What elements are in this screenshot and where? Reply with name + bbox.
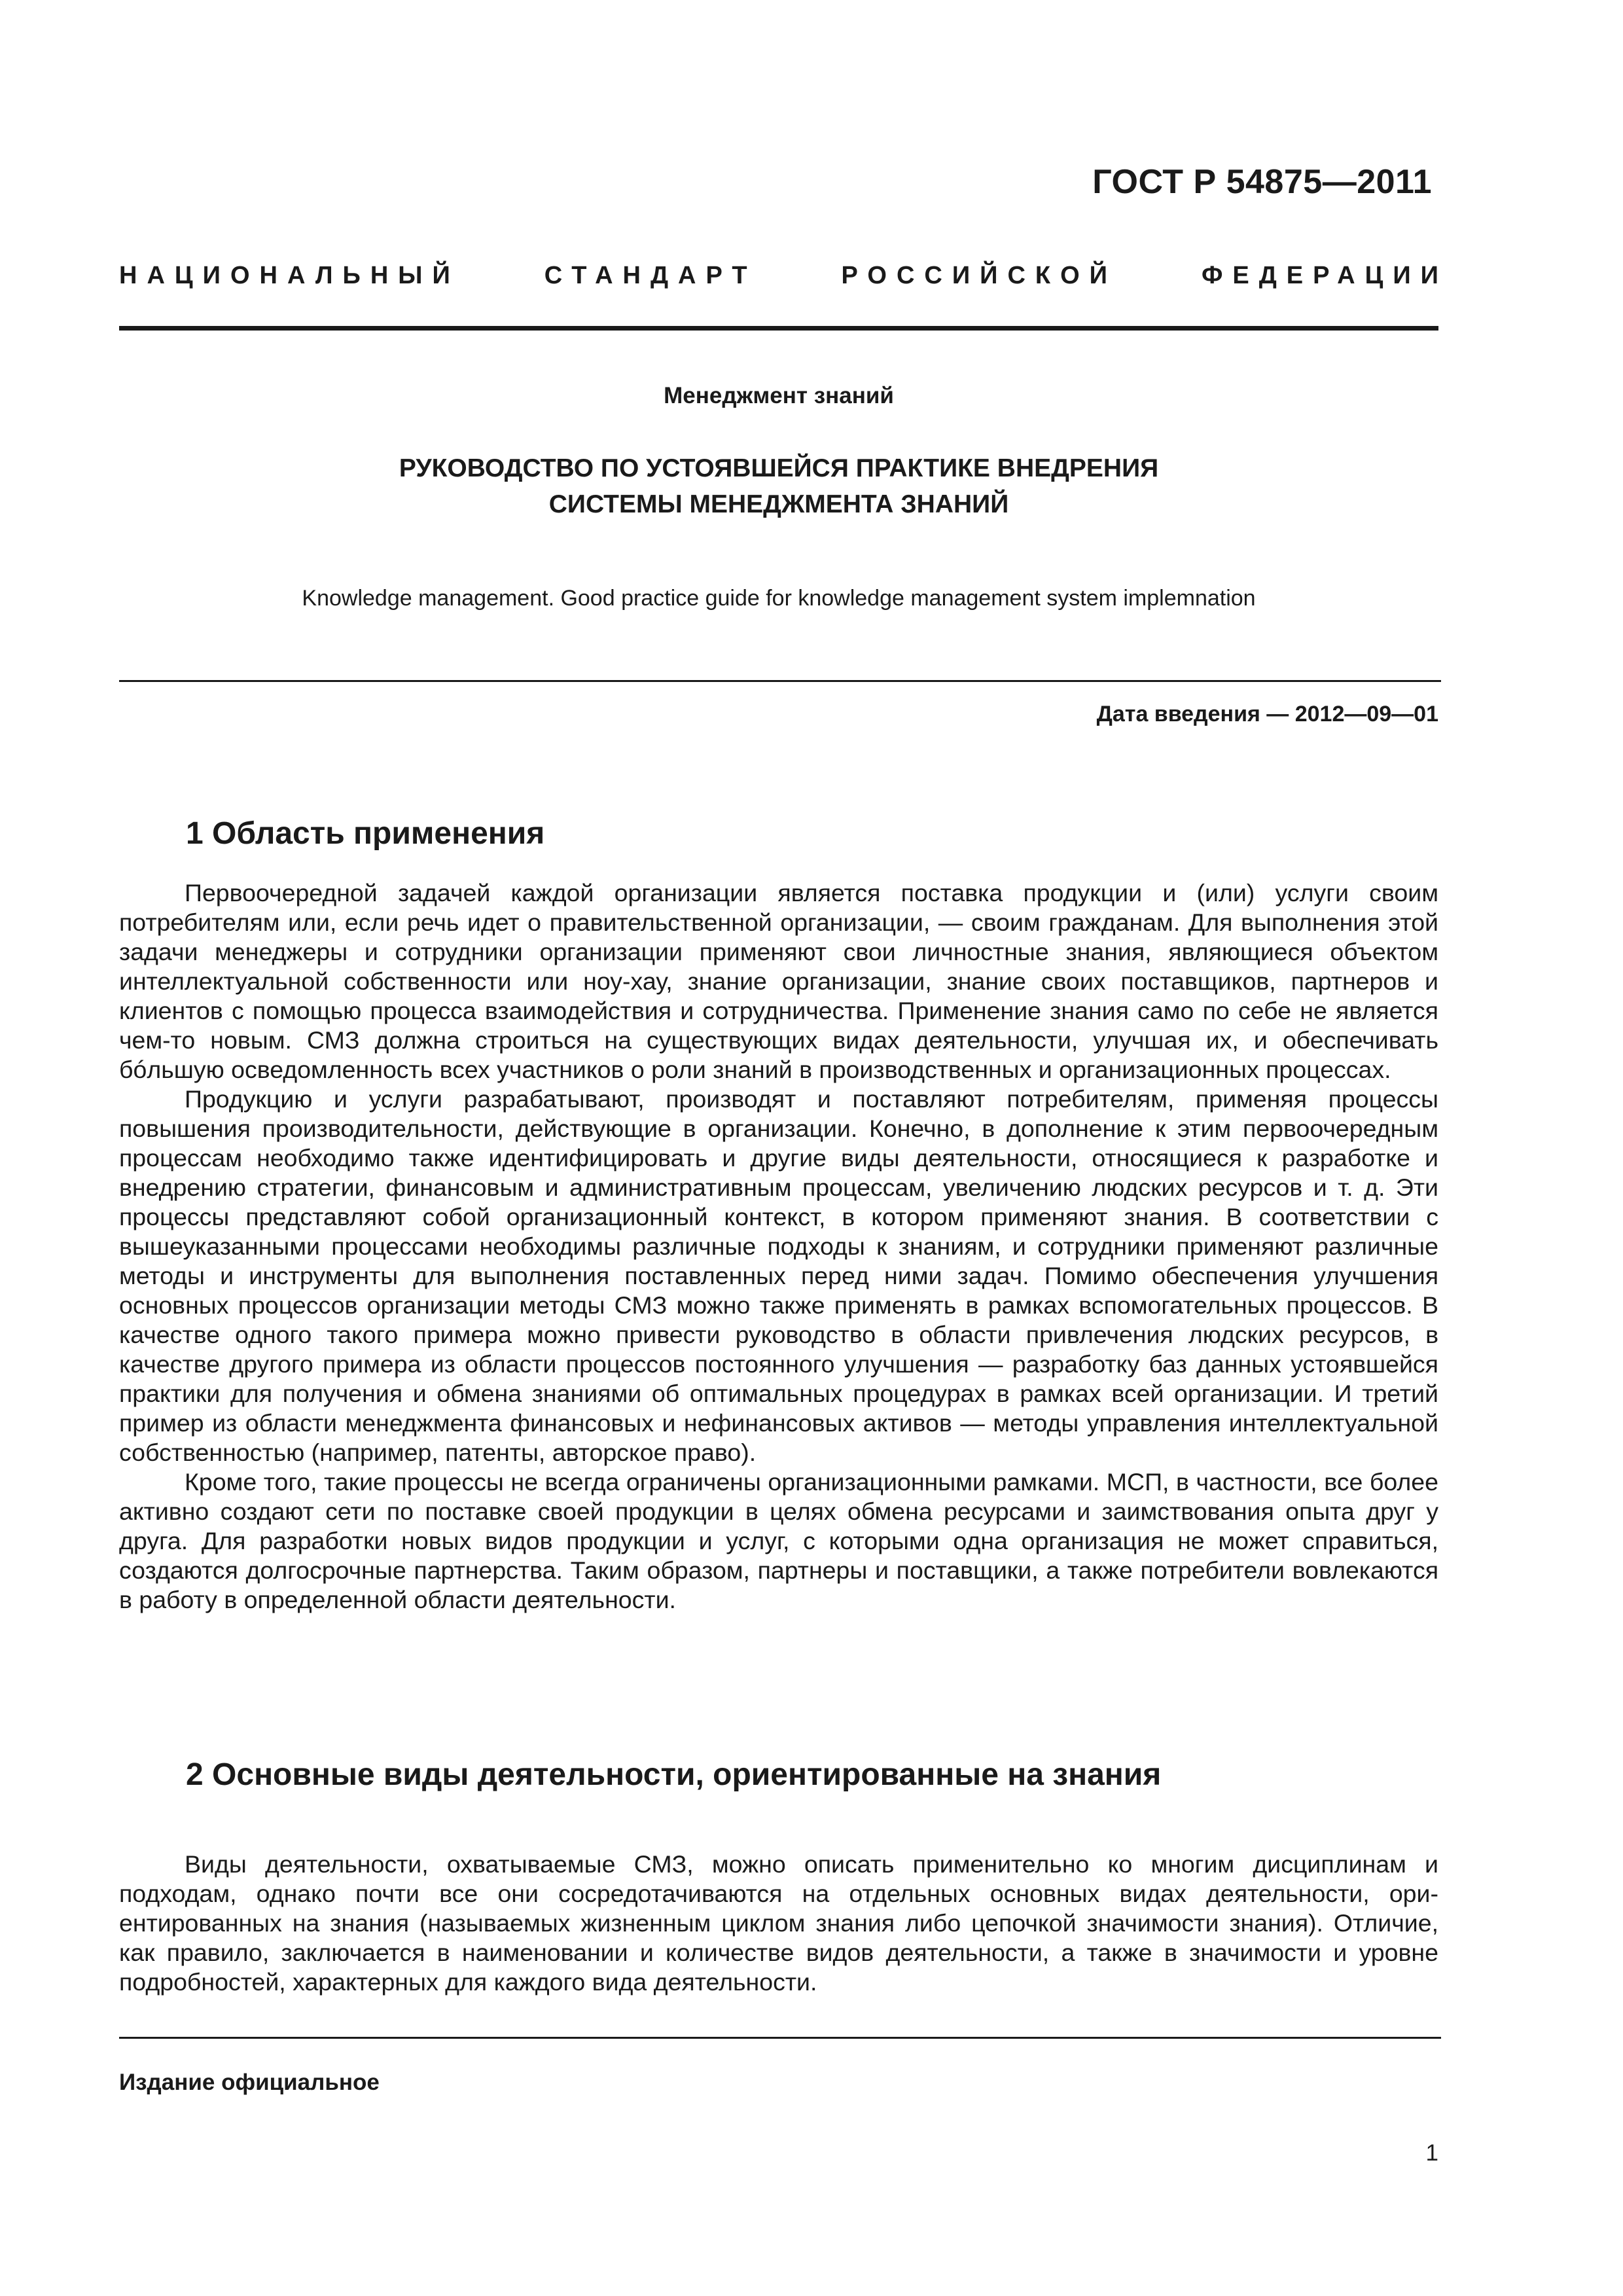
introduction-date: Дата введения — 2012—09—01 (1096, 702, 1438, 726)
title-line: РУКОВОДСТВО ПО УСТОЯВШЕЙСЯ ПРАКТИКЕ ВНЕДРЕНИЯ (399, 454, 1159, 482)
document-subject: Менеджмент знаний (664, 383, 894, 408)
national-standard-banner (119, 262, 1448, 290)
title-line: СИСТЕМЫ МЕНЕДЖМЕНТА ЗНАНИЙ (548, 490, 1009, 518)
standard-code: ГОСТ Р 54875—2011 (1092, 163, 1432, 201)
banner-word: ФЕДЕРАЦИИ (1201, 262, 1448, 289)
banner-word: НАЦИОНАЛЬНЫЙ (119, 262, 460, 289)
banner-word: РОССИЙСКОЙ (841, 262, 1117, 289)
section-1-heading: 1 Область применения (186, 816, 545, 851)
section-1-body (119, 878, 1438, 1615)
paragraph: Первоочередной задачей каждой организации является поставка продукции и (или) услуги своим потребителям или, если речь идет о правительственной организации, — своим гражданам. Для выполнения этой задачи менеджеры и сотрудники организации применяют свои личностные знания, являющиеся объектом интеллектуальной собственности или ноу-хау, знание организации, знание своих поставщиков, партнеров и клиентов с помощью процесса взаимодействия и сотрудничества. Применение знания само по себе не является чем-то новым. СМЗ должна строиться на существующих видах деятельности, улучшая их, и обеспечивать бóльшую осведомленность всех участников о роли знаний в производственных и организационных процессах. (119, 879, 1438, 1083)
banner-word: СТАНДАРТ (544, 262, 757, 289)
footer-divider (119, 2037, 1441, 2039)
paragraph: Кроме того, такие процессы не всегда ограничены организационными рамками. МСП, в частности, все более активно создают сети по поставке своей продукции в целях обмена ресурсами и заимствования опыта друг у друга. Для разработки новых видов продукции и услуг, с которыми одна организация не может справиться, создаются долгосрочные партнерства. Таким образом, партнеры и поставщики, а также потребители вовлекаются в работу в определенной области деятельности. (119, 1468, 1438, 1613)
header-divider (119, 326, 1438, 331)
title-divider (119, 680, 1441, 682)
section-2-heading: 2 Основные виды деятельности, ориентированные на знания (186, 1757, 1162, 1792)
document-title (119, 450, 1438, 522)
paragraph: Продукцию и услуги разрабатывают, производят и поставляют потребителям, применяя процессы повышения производительности, действующие в организации. Конечно, в дополнение к этим первоочередным процессам необходимо также идентифицировать и другие виды деятельности, относящиеся к разработке и внедрению стратегии, финансовым и административным процессам, увеличению людских ресурсов и т. д. Эти процессы представляют собой организационный контекст, в котором применяют знания. В соответствии с вышеуказанными процессами необходимы различные подходы к знаниям, и сотрудники применяют различные методы и инструменты для выполнения поставленных перед ними задач. Помимо обеспечения улучшения основных процессов организации методы СМЗ можно также применять в рамках вспомогательных процессов. В качестве одного такого примера можно привести руководство в области привлечения людских ресурсов, в качестве другого примера из области процессов постоянного улучшения — разработку баз данных устоявшейся практики для получения и обмена знаниями об оптимальных процедурах в рамках всей организации. И третий пример из области менеджмента финансовых и нефинансовых активов — методы управления интеллектуальной собственностью (например, патенты, авторское право). (119, 1085, 1438, 1466)
paragraph: Виды деятельности, охватываемые СМЗ, можно описать применительно ко многим дисциплинам и подходам, однако почти все они сосредотачиваются на отдельных основных видах деятельности, ориентированных на знания (называемых жизненным циклом знания либо цепочкой значимости знания). Отличие, как правило, заключается в наименовании и количестве видов деятельности, а также в значимости и уровне подробностей, характерных для каждого вида деятельности. (119, 1850, 1438, 1996)
section-2-body (119, 1850, 1438, 1997)
official-edition-label: Издание официальное (119, 2070, 380, 2095)
english-title: Knowledge management. Good practice guide for knowledge management system implemnation (302, 586, 1256, 611)
page-number: 1 (1425, 2140, 1438, 2166)
